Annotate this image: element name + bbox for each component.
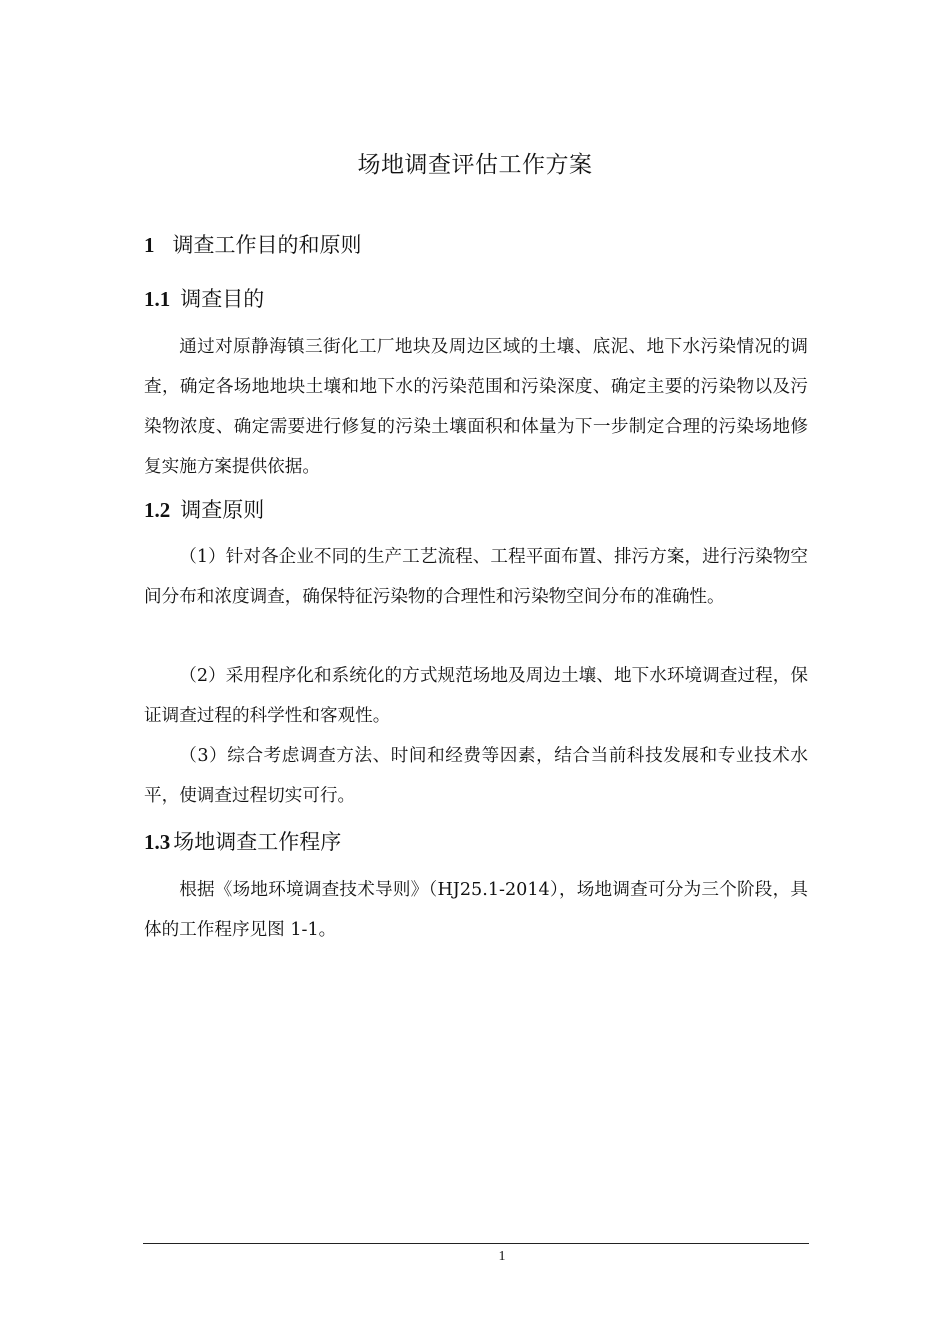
section-number: 1.1 — [144, 287, 171, 311]
section-1-2-heading — [144, 494, 264, 524]
document-title: 场地调查评估工作方案 — [357, 152, 593, 178]
footer-divider — [143, 1243, 809, 1244]
section-1-heading — [144, 229, 362, 259]
section-number: 1 — [144, 233, 155, 257]
section-title: 调查原则 — [180, 498, 265, 522]
page-number: 1 — [498, 1249, 506, 1264]
section-title: 场地调查工作程序 — [173, 830, 342, 854]
procedure-paragraph: 根据《场地环境调查技术导则》（HJ25.1-2014），场地调查可分为三个阶段，具体的工作程序见图 1-1。 — [144, 880, 808, 940]
section-title: 调查工作目的和原则 — [172, 233, 362, 257]
principle-paragraph-3: （3）综合考虑调查方法、时间和经费等因素，结合当前科技发展和专业技术水平，使调查过程切实可行。 — [144, 746, 808, 806]
principle-paragraph-1: （1）针对各企业不同的生产工艺流程、工程平面布置、排污方案，进行污染物空间分布和浓度调查，确保特征污染物的合理性和污染物空间分布的准确性。 — [144, 547, 808, 607]
section-number: 1.3 — [144, 830, 171, 854]
principle-paragraph-2: （2）采用程序化和系统化的方式规范场地及周边土壤、地下水环境调查过程，保证调查过程的科学性和客观性。 — [144, 666, 808, 726]
section-title: 调查目的 — [180, 287, 265, 311]
section-1-3-heading — [144, 826, 341, 856]
section-number: 1.2 — [144, 498, 171, 522]
purpose-paragraph: 通过对原静海镇三街化工厂地块及周边区域的土壤、底泥、地下水污染情况的调查，确定各场地地块土壤和地下水的污染范围和污染深度、确定主要的污染物以及污染物浓度、确定需要进行修复的污染土壤面积和体量为下一步制定合理的污染场地修复实施方案提供依据。 — [144, 337, 808, 477]
section-1-1-heading — [144, 283, 264, 313]
